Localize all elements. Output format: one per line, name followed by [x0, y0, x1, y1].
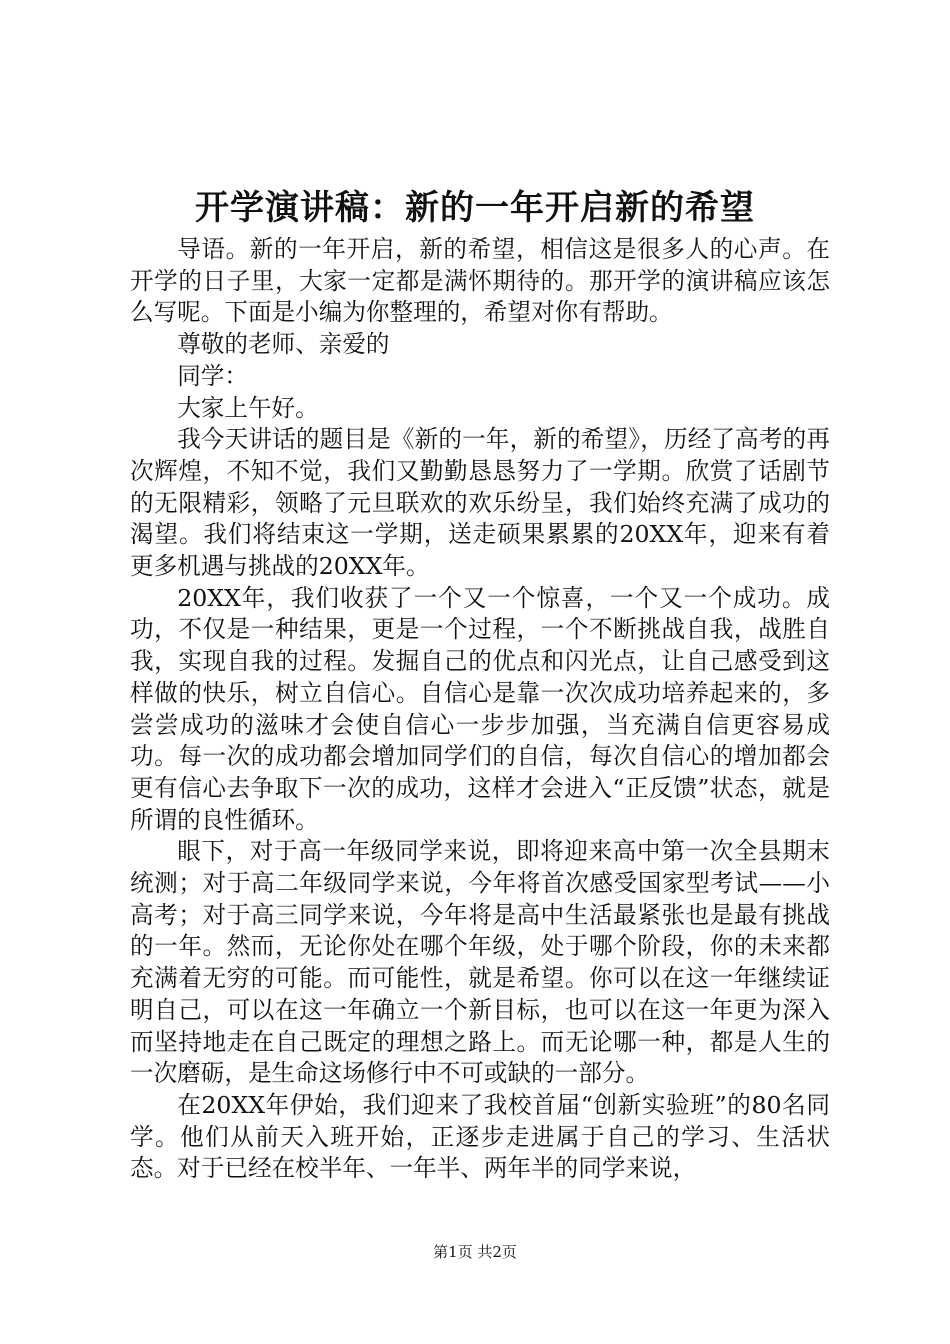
- document-title: 开学演讲稿：新的一年开启新的希望: [195, 188, 755, 228]
- page-number-footer: 第1页 共2页: [433, 1243, 517, 1261]
- paragraph-salutation: 尊敬的老师、亲爱的: [177, 330, 390, 359]
- paragraph: 在20XX年伊始，我们迎来了我校首届“创新实验班”的80名同学。他们从前天入班开始，正逐步走进属于自己的学习、生活状态。对于已经在校半年、一年半、两年半的同学来说，: [130, 1090, 830, 1183]
- paragraph: 眼下，对于高一年级同学来说，即将迎来高中第一次全县期末统测；对于高二年级同学来说，今年将首次感受国家型考试——小高考；对于高三同学来说，今年将是高中生活最紧张也是最有挑战的一年。然而，无论你处在哪个年级，处于哪个阶段，你的未来都充满着无穷的可能。而可能性，就是希望。你可以在这一年继续证明自己，可以在这一年确立一个新目标，也可以在这一年更为深入而坚持地走在自己既定的理想之路上。而无论哪一种，都是人生的一次磨砺，是生命这场修行中不可或缺的一部分。: [130, 837, 830, 1088]
- paragraph-greeting: 大家上午好。: [177, 393, 319, 422]
- document-body: [130, 234, 830, 1185]
- paragraph: 20XX年，我们收获了一个又一个惊喜，一个又一个成功。成功，不仅是一种结果，更是一个过程，一个不断挑战自我，战胜自我，实现自我的过程。发掘自己的优点和闪光点，让自己感受到这样做的快乐，树立自信心。自信心是靠一次次成功培养起来的，多尝尝成功的滋味才会使自信心一步步加强，当充满自信更容易成功。每一次的成功都会增加同学们的自信，每次自信心的增加都会更有信心去争取下一次的成功，这样才会进入“正反馈”状态，就是所谓的良性循环。: [130, 583, 830, 834]
- paragraph-intro: 导语。新的一年开启，新的希望，相信这是很多人的心声。在开学的日子里，大家一定都是满怀期待的。那开学的演讲稿应该怎么写呢。下面是小编为你整理的，希望对你有帮助。: [130, 235, 830, 327]
- paragraph-salutation-cont: 同学：: [177, 361, 248, 390]
- paragraph: 我今天讲话的题目是《新的一年，新的希望》，历经了高考的再次辉煌，不知不觉，我们又勤勤恳恳努力了一学期。欣赏了话剧节的无限精彩，领略了元旦联欢的欢乐纷呈，我们始终充满了成功的渴望。我们将结束这一学期，送走硕果累累的20XX年，迎来有着更多机遇与挑战的20XX年。: [130, 425, 830, 581]
